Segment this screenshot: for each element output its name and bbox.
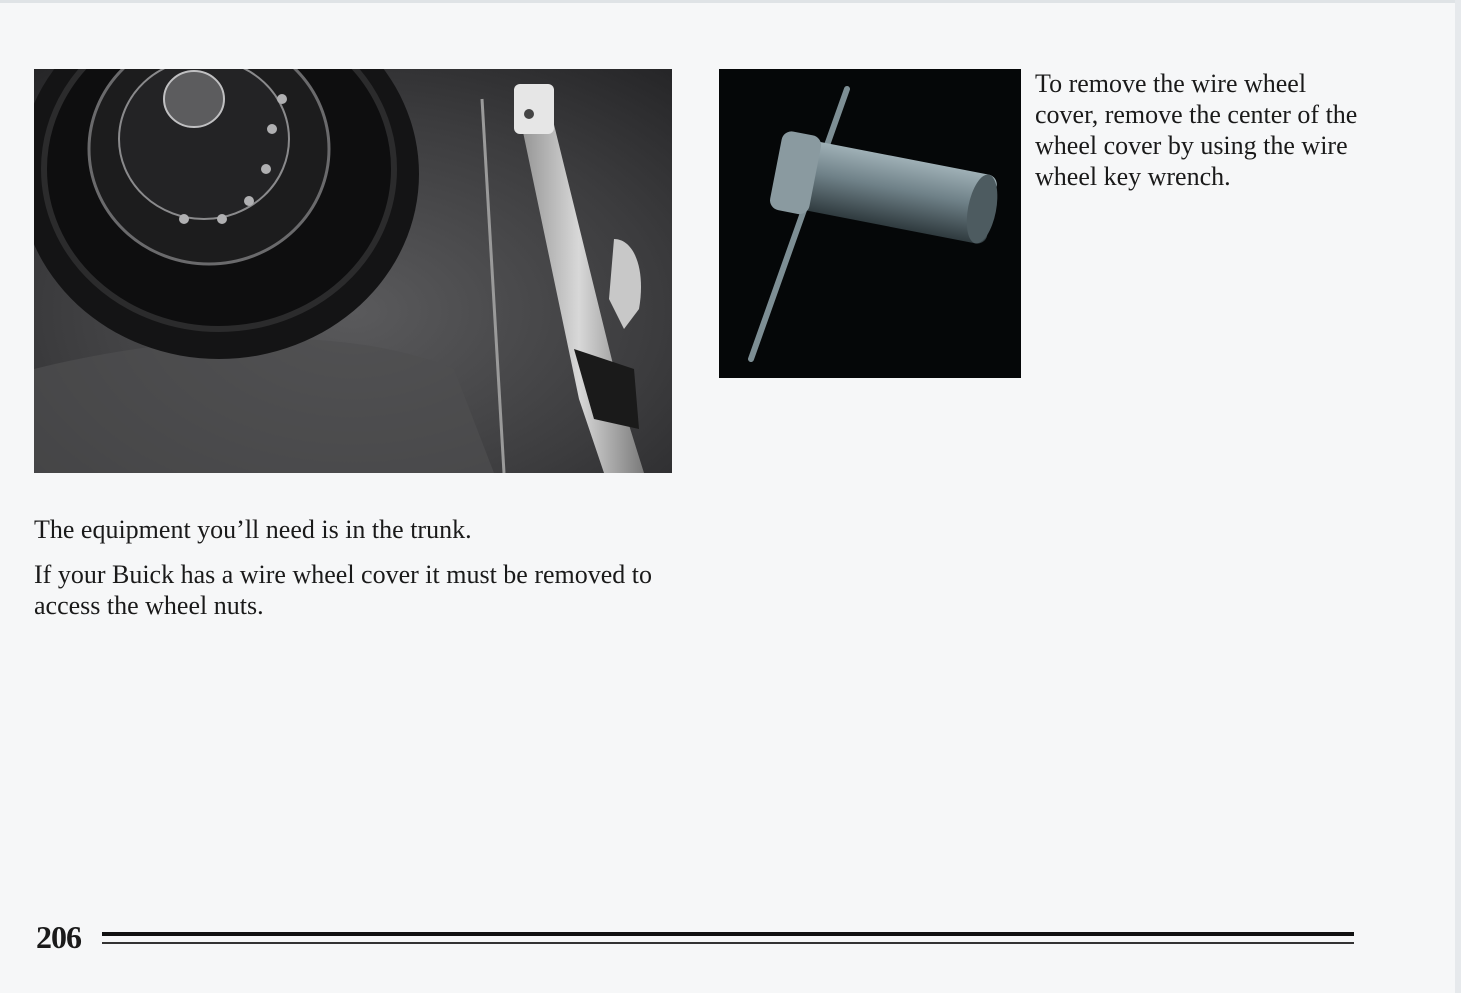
wrench-photo: [719, 69, 1021, 378]
wire-wheel-key-wrench-photo: [719, 69, 1021, 378]
page-right-edge: [1455, 0, 1461, 993]
page-number: 206: [36, 919, 81, 955]
trunk-photo: [34, 69, 672, 473]
footer-rule-thin: [102, 942, 1354, 944]
equipment-location-text: The equipment you’ll need is in the trunk.: [34, 515, 472, 544]
wire-wheel-cover-note: If your Buick has a wire wheel cover it must be removed to access the wheel nuts.: [34, 560, 653, 620]
footer-rule-thick: [102, 932, 1354, 936]
trunk-spare-tire-and-jack-photo: [34, 69, 672, 473]
page-top-edge: [0, 0, 1461, 3]
wire-wheel-cover-instruction: To remove the wire wheel cover, remove the center of the wheel cover by using the wire wheel key wrench.: [1035, 69, 1358, 191]
